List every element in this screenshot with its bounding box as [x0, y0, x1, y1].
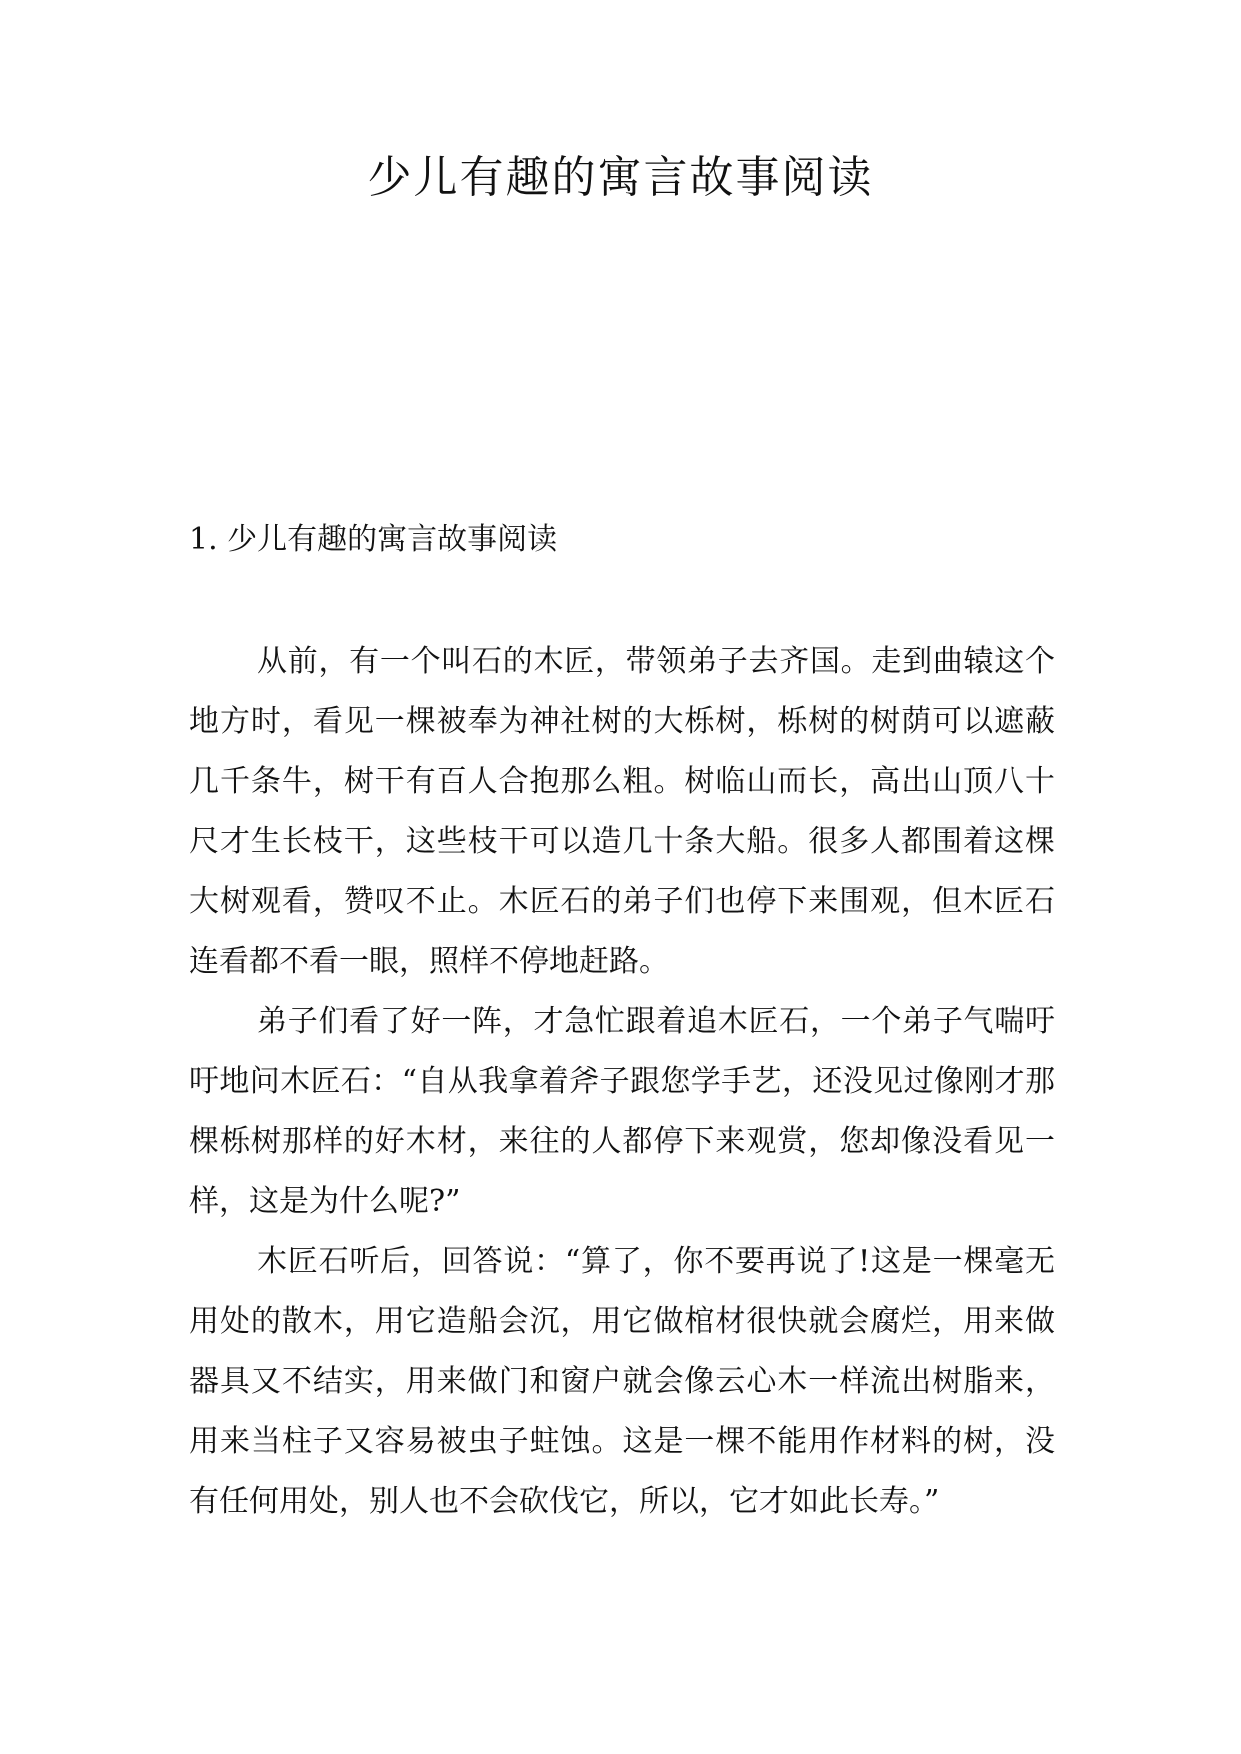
story-paragraph-1: 从前，有一个叫石的木匠，带领弟子去齐国。走到曲辕这个地方时，看见一棵被奉为神社树的大栎树，栎树的树荫可以遮蔽几千条牛，树干有百人合抱那么粗。树临山而长，高出山顶八十尺才生长枝干，这些枝干可以造几十条大船。很多人都围着这棵大树观看，赞叹不止。木匠石的弟子们也停下来围观，但木匠石连看都不看一眼，照样不停地赶路。: [189, 644, 1055, 979]
document-title: 少儿有趣的寓言故事阅读: [367, 152, 874, 203]
story-body: [189, 632, 1055, 1532]
story-paragraph-2: 弟子们看了好一阵，才急忙跟着追木匠石，一个弟子气喘吁吁地问木匠石：“自从我拿着斧子跟您学手艺，还没见过像刚才那棵栎树那样的好木材，来往的人都停下来观赏，您却像没看见一样，这是为什么呢?”: [189, 1004, 1055, 1219]
section-heading: 1. 少儿有趣的寓言故事阅读: [189, 522, 558, 557]
story-paragraph-3: 木匠石听后，回答说：“算了，你不要再说了!这是一棵毫无用处的散木，用它造船会沉，用它做棺材很快就会腐烂，用来做器具又不结实，用来做门和窗户就会像云心木一样流出树脂来，用来当柱子又容易被虫子蛀蚀。这是一棵不能用作材料的树，没有任何用处，别人也不会砍伐它，所以，它才如此长寿。”: [189, 1244, 1055, 1519]
